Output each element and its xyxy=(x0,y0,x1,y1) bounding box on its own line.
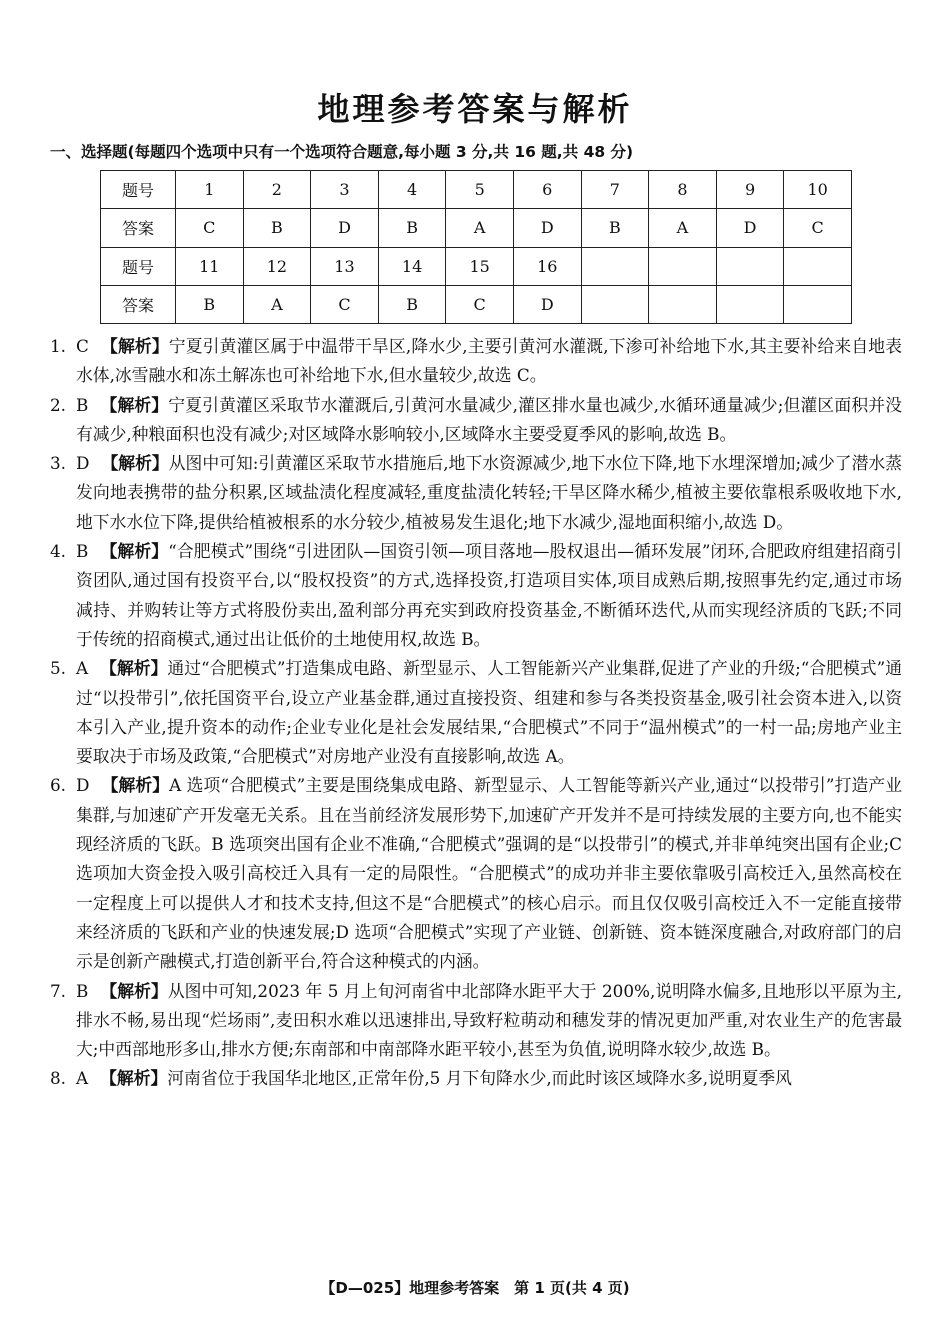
answer-table-cell: A xyxy=(649,209,717,247)
section-heading: 一、选择题(每题四个选项中只有一个选项符合题意,每小题 3 分,共 16 题,共 48 分) xyxy=(50,143,634,161)
answer-table-cell: C xyxy=(176,209,244,247)
answer-letter: B xyxy=(76,541,89,562)
answer-letter: A xyxy=(76,1068,89,1089)
analysis-item xyxy=(50,771,902,976)
analysis-text: 从图中可知,2023 年 5 月上旬河南省中北部降水距平大于 200%,说明降水偏多,且地形以平原为主,排水不畅,易出现“烂场雨”,麦田积水难以迅速排出,导致籽粒萌动和穗发芽的情况更加严重,对农业生产的危害最大;中西部地形多山,排水方便;东南部和中南部降水距平较小,甚至为负值,说明降水较少,故选 B。 xyxy=(76,980,902,1060)
answer-table-cell: 12 xyxy=(243,247,311,285)
analysis-tag: 【解析】 xyxy=(100,658,168,679)
question-number: 5. xyxy=(50,658,67,679)
answer-table-cell xyxy=(581,285,649,323)
analysis-text: A 选项“合肥模式”主要是围绕集成电路、新型显示、人工智能等新兴产业,通过“以投带引”打造产业集群,与加速矿产开发毫无关系。且在当前经济发展形势下,加速矿产开发并不是可持续发展的主要方向,也不能实现经济质的飞跃。B 选项突出国有企业不准确,“合肥模式”强调的是“以投带引”的模式,并非单纯突出国有企业;C 选项加大资金投入吸引高校迁入具有一定的局限性。“合肥模式”的成功并非主要依靠吸引高校迁入,虽然高校在一定程度上可以提供人才和技术支持,但这不是“合肥模式”的核心启示。而且仅仅吸引高校迁入不一定能直接带来经济质的飞跃和产业的快速发展;D 选项“合肥模式”实现了产业链、创新链、资本链深度融合,对政府部门的启示是创新产融模式,打造创新平台,符合这种模式的内涵。 xyxy=(76,775,902,972)
answer-table-cell: 6 xyxy=(513,171,581,209)
question-number: 3. xyxy=(50,453,67,474)
analysis-list xyxy=(50,332,902,1094)
analysis-text: 宁夏引黄灌区属于中温带干旱区,降水少,主要引黄河水灌溉,下渗可补给地下水,其主要补给来自地表水体,冰雪融水和冻土解冻也可补给地下水,但水量较少,故选 C。 xyxy=(76,336,902,386)
answer-table-cell xyxy=(716,247,784,285)
answer-table-cell: 11 xyxy=(176,247,244,285)
answer-table-header-cell: 答案 xyxy=(101,209,176,247)
answer-table-cell: 10 xyxy=(784,171,852,209)
answer-table-cell: 16 xyxy=(513,247,581,285)
answer-table-cell: 8 xyxy=(649,171,717,209)
analysis-text: 通过“合肥模式”打造集成电路、新型显示、人工智能新兴产业集群,促进了产业的升级;“合肥模式”通过“以投带引”,依托国资平台,设立产业基金群,通过直接投资、组建和参与各类投资基金,吸引社会资本进入,以资本引入产业,提升资本的动作;企业专业化是社会发展结果,“合肥模式”不同于“温州模式”的一村一品;房地产业主要取决于市场及政策,“合肥模式”对房地产业没有直接影响,故选 A。 xyxy=(76,658,902,767)
answer-table-cell: C xyxy=(446,285,514,323)
answer-table-cell: 14 xyxy=(378,247,446,285)
answer-table-cell: D xyxy=(311,209,379,247)
analysis-item xyxy=(50,537,902,654)
answer-table-cell: B xyxy=(176,285,244,323)
answer-letter: C xyxy=(76,336,89,356)
answer-table-cell: C xyxy=(311,285,379,323)
answer-table-cell: B xyxy=(378,285,446,323)
analysis-text: 从图中可知:引黄灌区采取节水措施后,地下水资源减少,地下水位下降,地下水埋深增加;减少了潜水蒸发向地表携带的盐分积累,区域盐渍化程度减轻,重度盐渍化转轻;干旱区降水稀少,植被主要依靠根系吸收地下水,地下水水位下降,提供给植被根系的水分较少,植被易发生退化;地下水减少,湿地面积缩小,故选 D。 xyxy=(76,453,902,532)
answer-table-cell: B xyxy=(378,209,446,247)
question-number: 4. xyxy=(50,541,67,562)
answer-letter: B xyxy=(76,980,89,1001)
answer-table-cell: 7 xyxy=(581,171,649,209)
analysis-tag: 【解析】 xyxy=(101,775,170,796)
analysis-item xyxy=(50,332,902,391)
page-title: 地理参考答案与解析 xyxy=(317,90,633,128)
answer-table-cell: A xyxy=(446,209,514,247)
answer-table-cell xyxy=(581,247,649,285)
answer-table-cell: 4 xyxy=(378,171,446,209)
question-number: 6. xyxy=(50,775,67,796)
analysis-item xyxy=(50,449,902,537)
question-number: 1. xyxy=(50,336,67,356)
answer-table-cell: B xyxy=(243,209,311,247)
answer-table-cell: 1 xyxy=(176,171,244,209)
answer-table-cell: 13 xyxy=(311,247,379,285)
question-number: 8. xyxy=(50,1068,67,1089)
answer-table-cell xyxy=(784,285,852,323)
answer-table-cell: 9 xyxy=(716,171,784,209)
analysis-item xyxy=(50,977,902,1065)
answer-table-cell: D xyxy=(716,209,784,247)
answer-table-row xyxy=(101,209,852,247)
question-number: 2. xyxy=(50,394,67,415)
analysis-item xyxy=(50,1064,902,1093)
answer-table-cell xyxy=(649,247,717,285)
question-number: 7. xyxy=(50,980,67,1001)
analysis-text: 宁夏引黄灌区采取节水灌溉后,引黄河水量减少,灌区排水量也减少,水循环通量减少;但灌区面积并没有减少,种粮面积也没有减少;对区域降水影响较小,区域降水主要受夏季风的影响,故选 B。 xyxy=(76,394,902,444)
analysis-item xyxy=(50,654,902,771)
answer-table-header-cell: 题号 xyxy=(101,171,176,209)
answer-table-row xyxy=(101,285,852,323)
answer-table-cell: B xyxy=(581,209,649,247)
analysis-tag: 【解析】 xyxy=(100,1068,168,1089)
answer-table-row xyxy=(101,247,852,285)
analysis-tag: 【解析】 xyxy=(100,980,168,1001)
answer-table-cell: 15 xyxy=(446,247,514,285)
answer-table-cell xyxy=(649,285,717,323)
answer-table-cell: A xyxy=(243,285,311,323)
page-footer: 【D—025】地理参考答案 第 1 页(共 4 页) xyxy=(320,1279,630,1297)
analysis-tag: 【解析】 xyxy=(100,394,169,415)
answer-letter: D xyxy=(76,453,90,474)
answer-letter: B xyxy=(76,394,89,415)
analysis-tag: 【解析】 xyxy=(100,541,169,562)
answer-table-header-cell: 题号 xyxy=(101,247,176,285)
answer-table-cell: 5 xyxy=(446,171,514,209)
answer-table-row xyxy=(101,171,852,209)
answer-letter: D xyxy=(76,775,90,796)
answer-table-cell xyxy=(784,247,852,285)
answer-table xyxy=(100,170,852,324)
analysis-tag: 【解析】 xyxy=(101,453,169,474)
answer-table-cell: 3 xyxy=(311,171,379,209)
analysis-tag: 【解析】 xyxy=(100,336,169,356)
answer-letter: A xyxy=(76,658,89,679)
answer-table-cell: D xyxy=(513,285,581,323)
analysis-text: “合肥模式”围绕“引进团队—国资引领—项目落地—股权退出—循环发展”闭环,合肥政府组建招商引资团队,通过国有投资平台,以“股权投资”的方式,选择投资,打造项目实体,项目成熟后期,按照事先约定,通过市场减持、并购转让等方式将股份卖出,盈利部分再充实到政府投资基金,不断循环迭代,从而实现经济质的飞跃;不同于传统的招商模式,通过出让低价的土地使用权,故选 B。 xyxy=(76,541,902,649)
analysis-item xyxy=(50,391,902,450)
answer-table-cell xyxy=(716,285,784,323)
answer-table-cell: C xyxy=(784,209,852,247)
answer-table-header-cell: 答案 xyxy=(101,285,176,323)
analysis-text: 河南省位于我国华北地区,正常年份,5 月下旬降水少,而此时该区域降水多,说明夏季风 xyxy=(167,1068,792,1089)
answer-table-cell: D xyxy=(513,209,581,247)
answer-table-cell: 2 xyxy=(243,171,311,209)
